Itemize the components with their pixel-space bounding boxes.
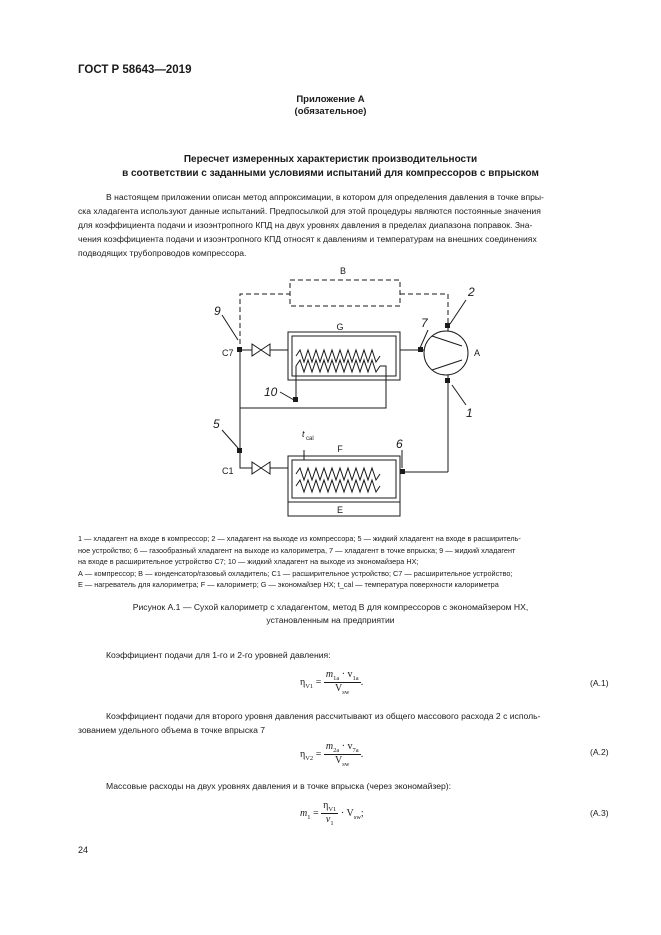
legend-line-4: А — компрессор; В — конденсатор/газовый охладитель; С1 — расширительное устройство; С7 — расширительное устройство;	[78, 568, 513, 578]
section-title-line2: в соответствии с заданными условиями испытаний для компрессоров с впрыском	[122, 168, 539, 179]
intro-line-5: подводящих трубопроводов компрессора.	[78, 248, 247, 258]
legend-line-1: 1 — хладагент на входе в компрессор; 2 — хладагент на выходе из компрессора; 5 — жидкий хладагент на входе в расширитель-	[78, 534, 521, 543]
heater-e	[288, 502, 400, 516]
label-5: 5	[213, 417, 220, 431]
page-number: 24	[78, 845, 89, 855]
intro-paragraph	[78, 190, 614, 260]
legend-line-3: на входе в расширительное устройство С7; 10 — жидкий хладагент на выходе из экономайзера НХ;	[78, 557, 419, 566]
label-6: 6	[396, 437, 403, 451]
label-tcal: t	[302, 429, 305, 439]
figure-caption-line2: установленным на предприятии	[266, 615, 395, 625]
label-9: 9	[214, 304, 221, 318]
label-b: B	[339, 266, 347, 276]
equation-a2-number: (А.2)	[590, 747, 609, 757]
intro-line-1: В настоящем приложении описан метод аппроксимации, в котором для определения давления в точке впры-	[106, 192, 544, 202]
legend-line-2: ное устройство; 6 — газообразный хладагент на выходе из калориметра, 7 — хладагент в точке впрыска; 9 — жидкий хладагент	[78, 545, 516, 555]
intro-line-3: для коэффициента подачи и изоэнтропного КПД на двух уровнях давления в пределах диапазона поправок. Зна-	[78, 220, 533, 230]
figure-caption-line1: Рисунок А.1 — Сухой калориметр с хладагентом, метод В для компрессоров с экономайзером НХ,	[132, 602, 529, 612]
label-10: 10	[264, 385, 278, 399]
label-g: G	[336, 322, 344, 332]
annex-status: (обязательное)	[294, 106, 367, 117]
equation-a1: $\eta_{V1}$ = $\frac{m_{1a} \cdot v_{1a}}{V_{sw}}$ .	[300, 669, 364, 696]
legend-line-5: Е — нагреватель для калориметра; F — калориметр; G — экономайзер НХ; t_cal — температура поверхности калориметра	[78, 580, 499, 589]
text-coef-2-line2: зованием удельного объема в точке впрыска 7	[78, 725, 266, 735]
text-mass-flow: Массовые расходы на двух уровнях давления и в точке впрыска (через экономайзер):	[106, 781, 452, 791]
label-7: 7	[421, 316, 428, 330]
intro-line-2: ска хладагента используют данные испытаний. Предпосылкой для этой процедуры являются постоянные значения	[78, 206, 541, 216]
equation-a1-number: (А.1)	[590, 678, 609, 688]
label-a: A	[474, 348, 481, 358]
equation-a2: $\eta_{V2}$ = $\frac{m_{2a} \cdot v_{7a}}{V_{sw}}$ .	[300, 741, 364, 768]
label-1: 1	[466, 406, 473, 420]
label-c1: C1	[222, 466, 234, 476]
refrigeration-diagram	[0, 260, 661, 525]
label-f: F	[337, 444, 343, 454]
text-coef-1: Коэффициент подачи для 1-го и 2-го уровней давления:	[106, 650, 331, 660]
intro-line-4: чения коэффициента подачи и изоэнтропного КПД относят к давлениям и температурам на внешних соединениях	[78, 234, 537, 244]
label-tcal-sub: cal	[306, 436, 314, 442]
annex-title: Приложение А	[296, 94, 365, 105]
section-title-line1: Пересчет измеренных характеристик производительности	[183, 154, 478, 165]
equation-a3-number: (А.3)	[590, 808, 609, 818]
expansion-valve-c1	[252, 462, 270, 474]
label-2: 2	[468, 285, 475, 299]
compressor-a	[424, 331, 468, 375]
equation-a3: $m_1$ = $\frac{\eta_{V1}}{v_1}$ · $V_{sw}$;	[300, 800, 364, 827]
label-c7: C7	[222, 348, 234, 358]
figure-legend	[78, 533, 618, 591]
standard-header: ГОСТ Р 58643—2019	[78, 64, 192, 76]
expansion-valve-c7	[252, 344, 270, 356]
label-e: E	[336, 505, 344, 515]
text-coef-2-line1: Коэффициент подачи для второго уровня давления рассчитывают из общего массового расхода 2 с исполь-	[106, 711, 541, 721]
condenser-box-b	[290, 280, 400, 306]
